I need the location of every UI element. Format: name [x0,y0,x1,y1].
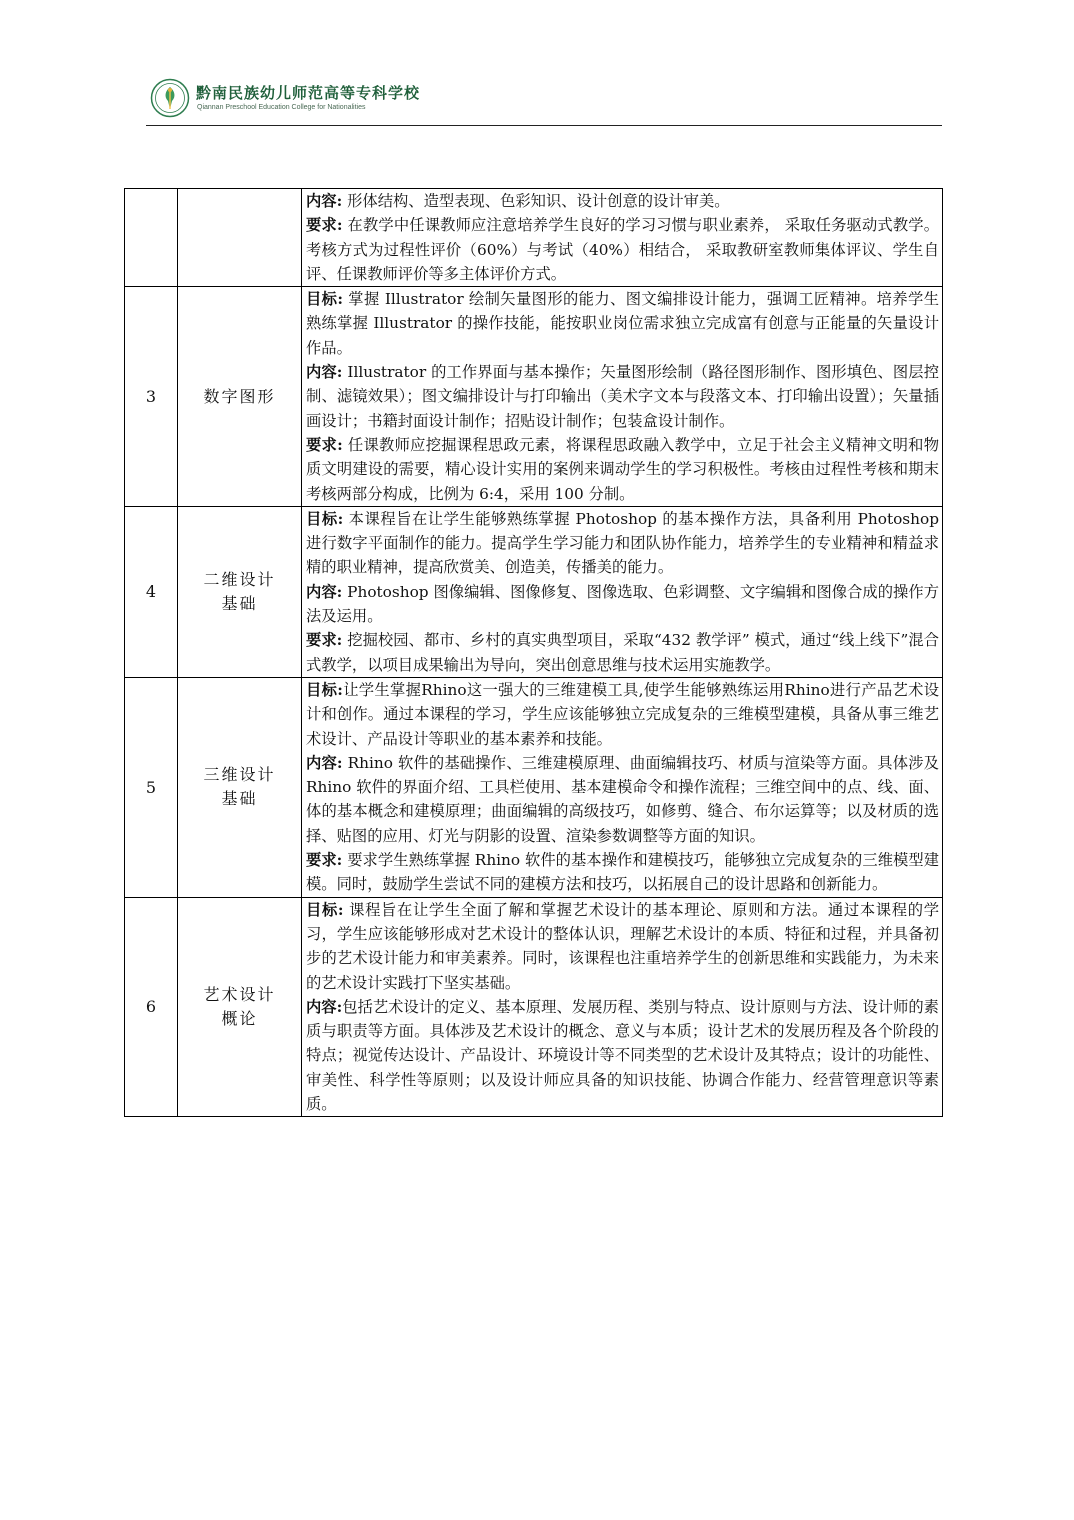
paragraph-text: 形体结构、造型表现、色彩知识、设计创意的设计审美。 [342,192,730,210]
course-name [178,506,302,677]
course-number: 3 [125,287,178,507]
course-description [302,677,943,897]
course-name-line: 基础 [221,789,258,809]
course-name-line: 基础 [221,593,258,613]
table-row [125,287,943,507]
course-table [124,188,943,1117]
paragraph-text: 挖掘校园、都市、乡村的真实典型项目，采取“432 教学评” 模式，通过“线上线下”混合式教学，以项目成果输出为导向，突出创意思维与技术运用实施教学。 [306,631,939,674]
paragraph-text: Photoshop 图像编辑、图像修复、图像选取、色彩调整、文字编辑和图像合成的操作方法及运用。 [306,582,939,626]
paragraph-text: 本课程旨在让学生能够熟练掌握 Photoshop 的基本操作方法，具备利用 Photoshop 进行数字平面制作的能力。提高学生学习能力和团队协作能力，培养学生的专业精神和精益求精的职业精神，提高欣赏美、创造美，传播美的能力。 [306,509,939,577]
paragraph-text: 让学生掌握Rhino这一强大的三维建模工具,使学生能够熟练运用Rhino进行产品艺术设计和创作。通过本课程的学习，学生应该能够独立完成复杂的三维模型建模，具备从事三维艺术设计、产品设计等职业的基本素养和技能。 [306,680,939,748]
paragraph-text: 包括艺术设计的定义、基本原理、发展历程、类别与特点、设计原则与方法、设计师的素质与职责等方面。具体涉及艺术设计的概念、意义与本质；设计艺术的发展历程及各个阶段的特点；视觉传达设计、产品设计、环境设计等不同类型的艺术设计及其特点；设计的功能性、审美性、科学性等原则；以及设计师应具备的知识技能、协调合作能力、经营管理意识等素质。 [306,997,939,1113]
course-table-body [125,189,943,1117]
table-row [125,897,943,1117]
description-paragraph [306,628,939,677]
course-name-line: 概论 [221,1008,258,1028]
course-number: 5 [125,677,178,897]
table-row [125,506,943,677]
page-header [146,74,942,126]
paragraph-text: 在教学中任课教师应注意培养学生良好的学习习惯与职业素养， 采取任务驱动式教学。考核方式为过程性评价（60%）与考试（40%）相结合， 采取教研室教师集体评议、学生自评、任课教师评价等多主体评价方式。 [306,216,939,283]
course-name [178,189,302,287]
course-number: 4 [125,506,178,677]
description-paragraph [306,898,939,995]
course-name [178,897,302,1117]
description-paragraph [306,678,939,751]
description-paragraph [306,213,939,286]
course-name [178,677,302,897]
paragraph-label: 目标: [306,290,344,309]
table-row [125,189,943,287]
paragraph-label: 要求: [306,435,343,454]
course-description [302,506,943,677]
school-name-en: Qiannan Preschool Education College for Nationalities [197,104,366,111]
paragraph-label: 内容: [306,582,343,601]
paragraph-label: 要求: [306,851,343,870]
paragraph-text: Illustrator 的工作界面与基本操作；矢量图形绘制（路径图形制作、图形填色、图层控制、滤镜效果）；图文编排设计与打印输出（美术字文本与段落文本、打印输出设置）；矢量插画设计；书籍封面设计制作；招贴设计制作；包装盒设计制作。 [306,363,939,430]
paragraph-text: 要求学生熟练掌握 Rhino 软件的基本操作和建模技巧，能够独立完成复杂的三维模型建模。同时，鼓励学生尝试不同的建模方法和技巧，以拓展自己的设计思路和创新能力。 [306,851,939,894]
course-name-line: 三维设计 [203,765,276,785]
paragraph-label: 内容: [306,997,343,1016]
table-row [125,677,943,897]
header-divider [146,125,942,126]
paragraph-label: 内容: [306,192,343,210]
school-name-cn: 黔南民族幼儿师范高等专科学校 [196,84,421,102]
course-description [302,897,943,1117]
description-paragraph [306,287,939,360]
course-description [302,189,943,287]
description-paragraph [306,433,939,506]
description-paragraph [306,360,939,433]
school-emblem-icon [150,78,190,118]
description-paragraph [306,507,939,580]
course-name: 数字图形 [178,287,302,507]
paragraph-label: 内容: [306,363,343,382]
course-name-line: 艺术设计 [203,984,276,1004]
paragraph-text: 掌握 Illustrator 绘制矢量图形的能力、图文编排设计能力，强调工匠精神。培养学生熟练掌握 Illustrator 的操作技能，能按职业岗位需求独立完成富有创意与正能量的矢量设计作品。 [306,290,939,357]
description-paragraph [306,580,939,629]
paragraph-text: 课程旨在让学生全面了解和掌握艺术设计的基本理论、原则和方法。通过本课程的学习，学生应该能够形成对艺术设计的整体认识，理解艺术设计的本质、特征和过程，并具备初步的艺术设计能力和审美素养。同时，该课程也注重培养学生的创新思维和实践能力，为未来的艺术设计实践打下坚实基础。 [306,900,939,992]
description-paragraph [306,751,939,848]
course-name-line: 二维设计 [203,569,276,589]
paragraph-text: Rhino 软件的基础操作、三维建模原理、曲面编辑技巧、材质与渲染等方面。具体涉及 Rhino 软件的界面介绍、工具栏使用、基本建模命令和操作流程；三维空间中的点、线、面、体的基本概念和建模原理；曲面编辑的高级技巧，如修剪、缝合、布尔运算等；以及材质的选择、贴图的应用、灯光与阴影的设置、渲染参数调整等方面的知识。 [306,753,939,845]
paragraph-label: 目标: [306,900,344,919]
course-number [125,189,178,287]
description-paragraph [306,189,939,213]
paragraph-text: 任课教师应挖掘课程思政元素，将课程思政融入教学中，立足于社会主义精神文明和物质文明建设的需要，精心设计实用的案例来调动学生的学习积极性。考核由过程性考核和期末考核两部分构成，比例为 6:4，采用 100 分制。 [306,435,939,503]
description-paragraph [306,995,939,1116]
course-description [302,287,943,507]
course-number: 6 [125,897,178,1117]
paragraph-label: 目标: [306,680,343,699]
paragraph-label: 目标: [306,509,344,528]
paragraph-label: 要求: [306,216,343,235]
paragraph-label: 内容: [306,753,343,772]
description-paragraph [306,848,939,897]
paragraph-label: 要求: [306,631,343,650]
